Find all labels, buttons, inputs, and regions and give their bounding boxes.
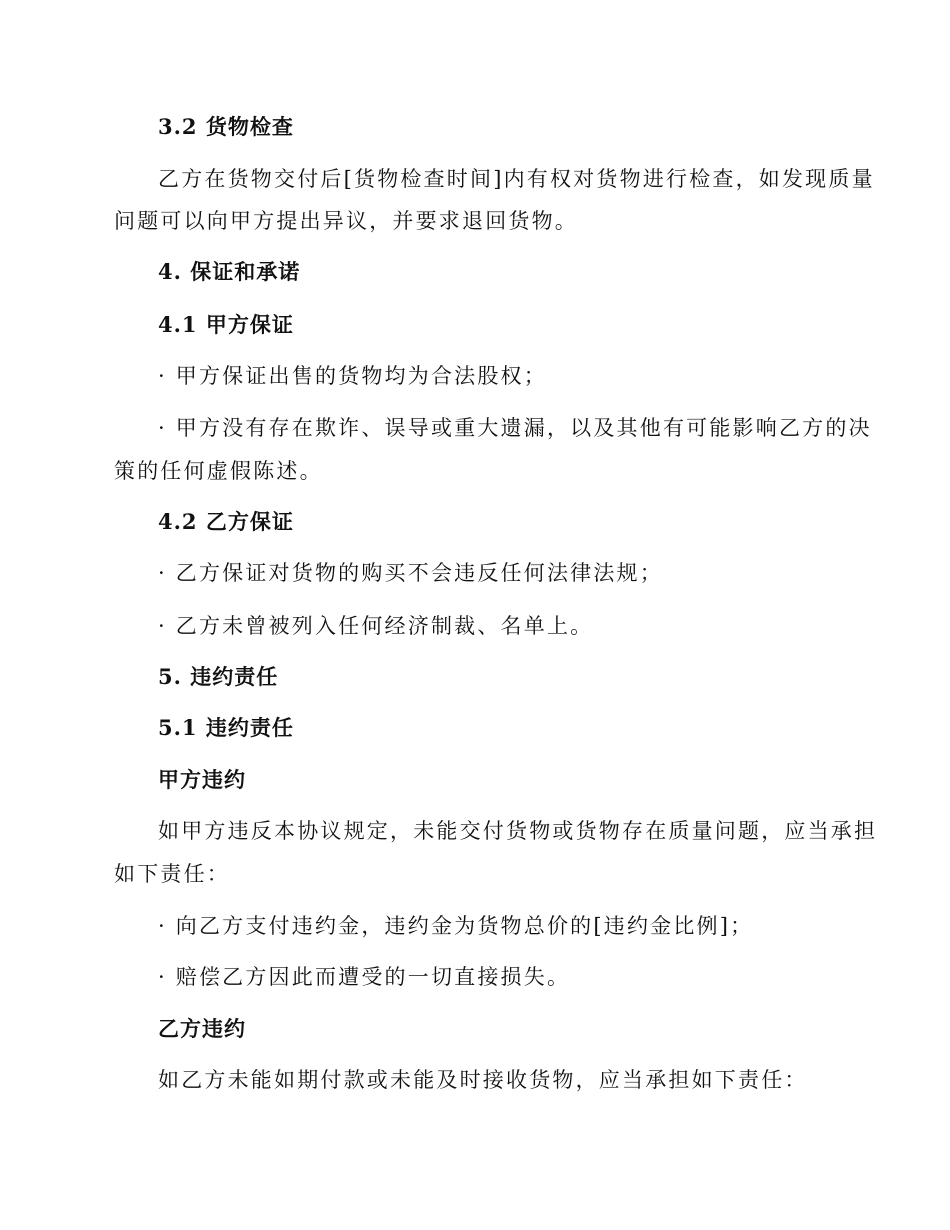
section-heading: 4. 保证和承诺	[158, 259, 301, 284]
section-heading: 甲方违约	[158, 767, 246, 792]
paragraph-line: 如甲方违反本协议规定，未能交付货物或货物存在质量问题，应当承担	[158, 819, 878, 843]
bullet-item: · 乙方保证对货物的购买不会违反任何法律法规；	[158, 561, 663, 585]
bullet-item: · 乙方未曾被列入任何经济制裁、名单上。	[158, 614, 594, 638]
paragraph-line: 如下责任：	[114, 862, 230, 886]
section-heading: 4.2 乙方保证	[158, 509, 294, 534]
section-heading: 4.1 甲方保证	[158, 312, 294, 337]
section-heading: 5. 违约责任	[158, 664, 279, 689]
section-heading: 3.2 货物检查	[158, 114, 294, 139]
section-heading: 5.1 违约责任	[158, 715, 294, 740]
paragraph-line: 乙方在货物交付后[货物检查时间]内有权对货物进行检查，如发现质量	[158, 167, 875, 191]
paragraph-line: 如乙方未能如期付款或未能及时接收货物，应当承担如下责任：	[158, 1068, 808, 1092]
bullet-item: · 甲方保证出售的货物均为合法股权；	[158, 364, 547, 388]
bullet-item: · 赔偿乙方因此而遭受的一切直接损失。	[158, 965, 571, 989]
paragraph-line: 问题可以向甲方提出异议，并要求退回货物。	[114, 209, 578, 233]
bullet-item: · 甲方没有存在欺诈、误导或重大遗漏，以及其他有可能影响乙方的决	[158, 416, 872, 440]
bullet-item: · 向乙方支付违约金，违约金为货物总价的[违约金比例]；	[158, 914, 754, 938]
section-heading: 乙方违约	[158, 1016, 246, 1041]
paragraph-line: 策的任何虚假陈述。	[114, 459, 323, 483]
